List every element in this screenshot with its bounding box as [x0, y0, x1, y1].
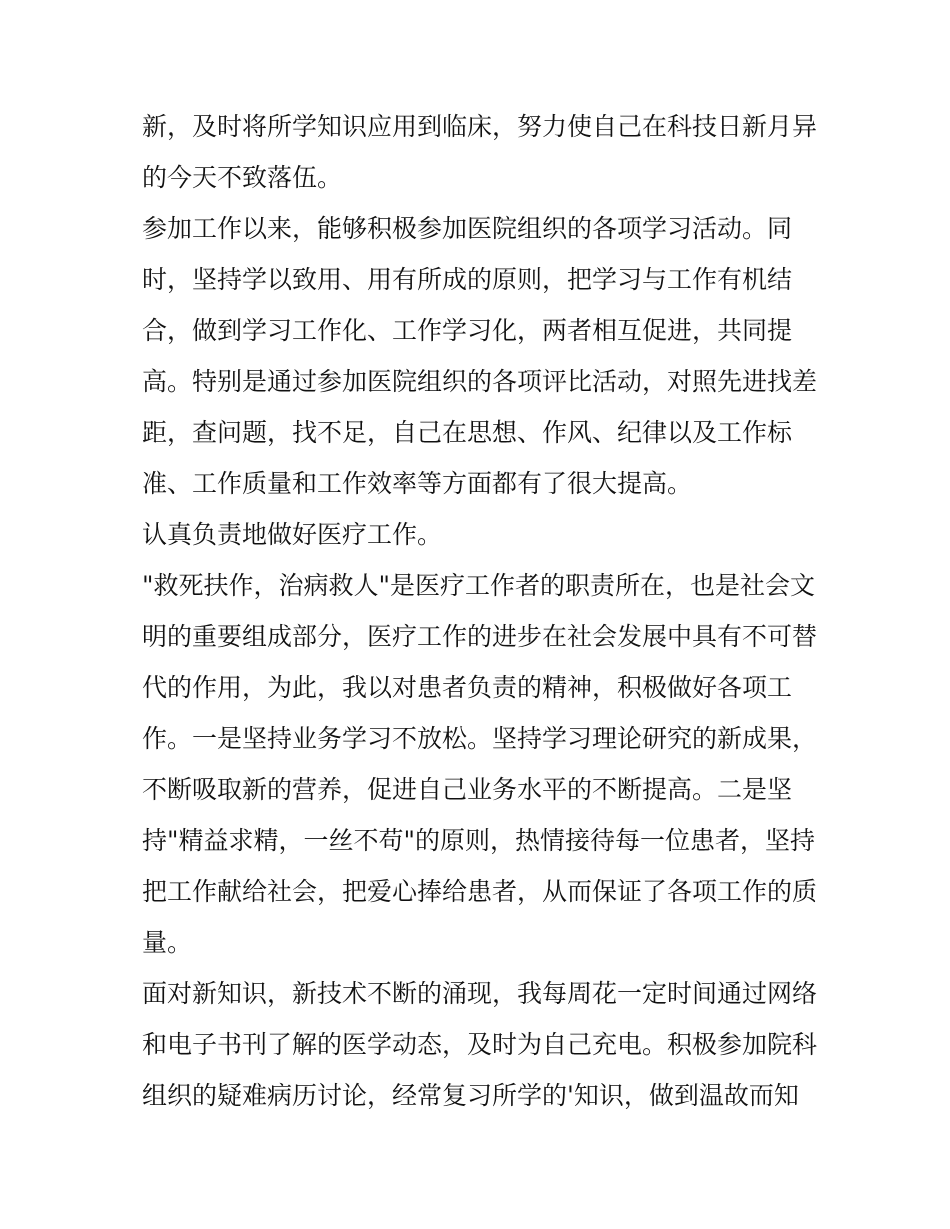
text-line: 代的作用，为此，我以对患者负责的精神，积极做好各项工: [142, 673, 793, 702]
text-line: 持"精益求精，一丝不苟"的原则，热情接待每一位患者，坚持: [142, 826, 816, 855]
text-line: 准、工作质量和工作效率等方面都有了很大提高。: [142, 469, 693, 498]
text-line: 面对新知识，新技术不断的涌现，我每周花一定时间通过网络: [142, 979, 818, 1008]
text-line: 量。: [142, 928, 193, 957]
text-line: 明的重要组成部分，医疗工作的进步在社会发展中具有不可替: [142, 622, 818, 651]
text-line: 距，查问题，找不足，自己在思想、作风、纪律以及工作标: [142, 418, 793, 447]
text-line: 把工作献给社会，把爱心捧给患者，从而保证了各项工作的质: [142, 877, 818, 906]
text-line: 合，做到学习工作化、工作学习化，两者相互促进，共同提: [142, 316, 793, 345]
text-line: 组织的疑难病历讨论，经常复习所学的'知识，做到温故而知: [142, 1081, 799, 1110]
text-line: 作。一是坚持业务学习不放松。坚持学习理论研究的新成果，: [142, 724, 818, 753]
text-line: 认真负责地做好医疗工作。: [142, 520, 443, 549]
text-line: 新，及时将所学知识应用到临床，努力使自己在科技日新月异: [142, 112, 818, 141]
text-line: 高。特别是通过参加医院组织的各项评比活动，对照先进找差: [142, 367, 818, 396]
text-line: 的今天不致落伍。: [142, 163, 343, 192]
text-line: 时，坚持学以致用、用有所成的原则，把学习与工作有机结: [142, 265, 793, 294]
text-line: 参加工作以来，能够积极参加医院组织的各项学习活动。同: [142, 214, 793, 243]
text-line: 不断吸取新的营养，促进自己业务水平的不断提高。二是坚: [142, 775, 793, 804]
text-line: 和电子书刊了解的医学动态，及时为自己充电。积极参加院科: [142, 1030, 818, 1059]
text-line: "救死扶作，治病救人"是医疗工作者的职责所在，也是社会文: [142, 571, 816, 600]
